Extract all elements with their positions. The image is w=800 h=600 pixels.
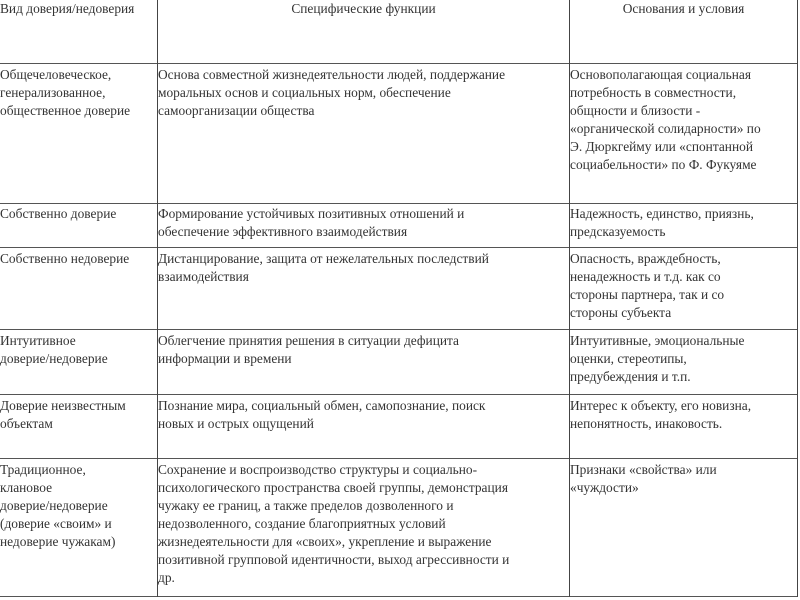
table-cell-conditions: Признаки «свойства» или «чуждости» bbox=[570, 462, 717, 495]
table-cell-conditions: Надежность, единство, приязнь, предсказуемость bbox=[570, 206, 754, 239]
table-cell-conditions: Опасность, враждебность, ненадежность и т.д. как со стороны партнера, так и со стороны субъекта bbox=[570, 251, 725, 320]
table-cell-functions: Сохранение и воспроизводство структуры и социально- психологического пространства своей группы, демонстрация чужаку ее границ, а также пределов дозволенного и недозволенного, создание благоприятных условий жизнедеятельности для «своих», укрепление и выражение позитивной групповой идентичности, выход агрессивности и др. bbox=[158, 462, 510, 585]
row-divider bbox=[0, 203, 798, 204]
table-cell-type: Собственно доверие bbox=[0, 206, 117, 221]
row-divider bbox=[0, 458, 798, 459]
table-cell-type: Интуитивное доверие/недоверие bbox=[0, 333, 108, 366]
header-type: Вид доверия/недоверия bbox=[0, 1, 135, 16]
table-cell-type: Собственно недоверие bbox=[0, 251, 130, 266]
table-cell-conditions: Интуитивные, эмоциональные оценки, стереотипы, предубеждения и т.п. bbox=[570, 333, 745, 384]
row-divider bbox=[0, 247, 798, 248]
table-cell-functions: Основа совместной жизнедеятельности людей, поддержание моральных основ и социальных норм, обеспечение самоорганизации общества bbox=[158, 67, 506, 118]
row-divider bbox=[0, 394, 798, 395]
table-cell-type: Доверие неизвестным объектам bbox=[0, 398, 126, 431]
table-cell-functions: Формирование устойчивых позитивных отношений и обеспечение эффективного взаимодействия bbox=[158, 206, 465, 239]
row-divider bbox=[0, 329, 798, 330]
header-functions: Специфические функции bbox=[291, 1, 436, 16]
header-conditions: Основания и условия bbox=[622, 1, 745, 16]
row-divider bbox=[0, 63, 798, 64]
table-cell-type: Общечеловеческое, генерализованное, общественное доверие bbox=[0, 67, 131, 118]
table-cell-functions: Дистанцирование, защита от нежелательных последствий взаимодействия bbox=[158, 251, 489, 284]
table-border-right bbox=[797, 0, 798, 597]
table-cell-conditions: Интерес к объекту, его новизна, непонятность, инаковость. bbox=[570, 398, 752, 431]
table-border-bottom bbox=[0, 596, 798, 597]
table-cell-functions: Познание мира, социальный обмен, самопознание, поиск новых и острых ощущений bbox=[158, 398, 486, 431]
table-cell-type: Традиционное, клановое доверие/недоверие (доверие «своим» и недоверие чужакам) bbox=[0, 462, 116, 549]
table-cell-functions: Облегчение принятия решения в ситуации дефицита информации и времени bbox=[158, 333, 459, 366]
table-cell-conditions: Основополагающая социальная потребность в совместности, общности и близости - «органической солидарности» по Э. Дюркгейму или «спонтанной социабельности» по Ф. Фукуяме bbox=[570, 67, 761, 172]
